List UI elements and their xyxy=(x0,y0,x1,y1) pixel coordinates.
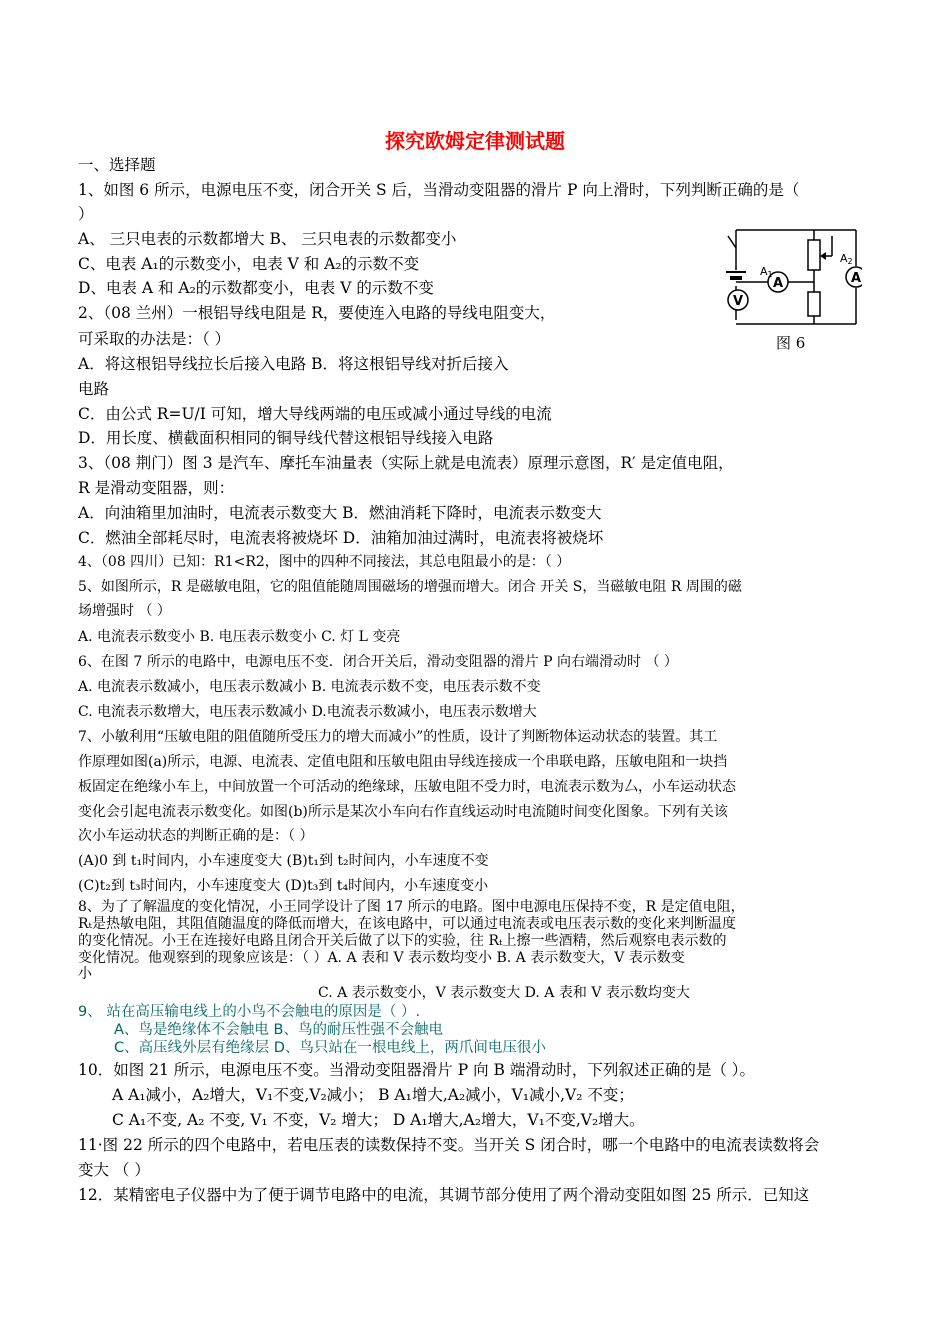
question-5-options: A. 电流表示数变小 B. 电压表示数变小 C. 灯 L 变亮 xyxy=(78,629,401,645)
question-8-stem-5: 小 xyxy=(78,966,92,982)
question-2-stem-end: 可采取的办法是：（ ） xyxy=(78,330,231,348)
label-a1: A1 xyxy=(760,265,773,279)
question-10-option-cd: C A₁不变, A₂ 不变, V₁ 不变，V₂ 增大； D A₁增大,A₂增大，V₁不变,V₂增大。 xyxy=(112,1111,645,1129)
question-4-stem: 4、（08 四川）已知：R1<R2，图中的四种不同接法，其总电阻最小的是：（ ） xyxy=(78,554,571,570)
voltmeter-letter: V xyxy=(732,294,744,309)
question-1-option-d: D、电表 A 和 A₂的示数都变小，电表 V 的示数不变 xyxy=(78,279,434,297)
question-9-stem: 9、 站在高压输电线上的小鸟不会触电的原因是（ ）. xyxy=(78,1004,421,1020)
question-3-option-ab: A．向油箱里加油时，电流表示数变大 B．燃油消耗下降时，电流表示数变大 xyxy=(78,504,602,522)
question-10-stem: 10．如图 21 所示，电源电压不变。当滑动变阻器滑片 P 向 B 端滑动时，下列叙述正确的是（ ）。 xyxy=(78,1061,756,1079)
question-2-option-c: C．由公式 R=U/I 可知，增大导线两端的电压或减小通过导线的电流 xyxy=(78,405,552,423)
question-5-stem-end: 场增强时 （ ） xyxy=(78,603,171,619)
question-7-stem-5: 次小车运动状态的判断正确的是：（ ） xyxy=(78,828,314,844)
question-9-option-cd: C、高压线外层有绝缘层 D、鸟只站在一根电线上，两爪间电压很小 xyxy=(114,1040,546,1056)
question-1-stem: 1、如图 6 所示，电源电压不变，闭合开关 S 后，当滑动变阻器的滑片 P 向上滑时，下列判断正确的是（ xyxy=(78,181,800,199)
question-1-option-c: C、电表 A₁的示数变小，电表 V 和 A₂的示数不变 xyxy=(78,255,420,273)
question-9-option-ab: A、鸟是绝缘体不会触电 B、鸟的耐压性强不会触电 xyxy=(114,1022,443,1038)
label-a2: A2 xyxy=(840,252,853,266)
question-2-option-b-end: 电路 xyxy=(78,380,110,398)
question-1-option-ab: A、 三只电表的示数都增大 B、 三只电表的示数都变小 xyxy=(78,230,457,248)
question-8-stem-2: Rₜ是热敏电阻，其阻值随温度的降低而增大，在该电路中，可以通过电流表或电压表示数的变化来判断温度 xyxy=(78,916,736,932)
question-3-stem-end: R 是滑动变阻器，则： xyxy=(78,479,235,497)
circuit-diagram-figure-6 xyxy=(722,222,862,330)
question-2-stem: 2、（08 兰州）一根铝导线电阻是 R，要使连入电路的导线电阻变大， xyxy=(78,304,556,322)
question-7-option-cd: (C)t₂到 t₃时间内，小车速度变大 (D)t₃到 t₄时间内，小车速度变小 xyxy=(78,878,489,894)
section-heading: 一、选择题 xyxy=(78,156,156,174)
question-3-stem: 3、（08 荆门）图 3 是汽车、摩托车油量表（实际上就是电流表）原理示意图，R′ 是定值电阻， xyxy=(78,454,734,472)
question-7-stem-3: 板固定在绝缘小车上，中间放置一个可活动的绝缘球，压敏电阻不受力时，电流表示数为厶，小车运动状态 xyxy=(78,779,736,795)
figure-6-caption: 图 6 xyxy=(776,334,806,352)
page-title: 探究欧姆定律测试题 xyxy=(385,129,565,153)
question-8-option-cd: C. A 表示数变小，V 表示数变大 D. A 表和 V 表示数均变大 xyxy=(318,985,690,1001)
question-3-option-cd: C．燃油全部耗尽时，电流表将被烧坏 D．油箱加油过满时，电流表将被烧坏 xyxy=(78,529,604,547)
question-7-option-ab: (A)0 到 t₁时间内，小车速度变大 (B)t₁到 t₂时间内，小车速度不变 xyxy=(78,853,489,869)
question-8-stem-3: 的变化情况。小王在连接好电路且闭合开关后做了以下的实验，往 Rₜ上擦一些酒精，然后观察电表示数的 xyxy=(78,933,727,949)
question-6-option-ab: A. 电流表示数减小，电压表示数减小 B. 电流表示数不变，电压表示数不变 xyxy=(78,679,541,695)
ammeter-a1-letter: A xyxy=(772,276,784,291)
question-2-option-ab: A．将这根铝导线拉长后接入电路 B．将这根铝导线对折后接入 xyxy=(78,355,509,373)
question-7-stem-2: 作原理如图(a)所示，电源、电流表、定值电阻和压敏电阻由导线连接成一个串联电路，压敏电阻和一块挡 xyxy=(78,754,728,770)
question-6-stem: 6、在图 7 所示的电路中，电源电压不变．闭合开关后，滑动变阻器的滑片 P 向右端滑动时 （ ） xyxy=(78,654,678,670)
ammeter-a2-letter: A xyxy=(850,271,862,286)
question-6-option-cd: C. 电流表示数增大，电压表示数减小 D.电流表示数减小，电压表示数增大 xyxy=(78,704,537,720)
question-10-option-ab: A A₁减小，A₂增大，V₁不变,V₂减小； B A₁增大,A₂减小，V₁减小,V₂ 不变； xyxy=(112,1086,634,1104)
question-8-stem: 8、为了了解温度的变化情况，小王同学设计了图 17 所示的电路。图中电源电压保持不变，R 是定值电阻， xyxy=(78,899,745,915)
question-8-stem-4: 变化情况。他观察到的现象应该是：（ ）A. A 表和 V 表示数均变小 B. A 表示数变大，V 表示数变 xyxy=(78,950,685,966)
question-1-stem-end: ） xyxy=(78,205,94,223)
question-7-stem-4: 变化会引起电流表示数变化。如图(b)所示是某次小车向右作直线运动时电流随时间变化图象。下列有关该 xyxy=(78,804,728,820)
question-12-stem: 12．某精密电子仪器中为了便于调节电路中的电流，其调节部分使用了两个滑动变阻如图 25 所示．已知这 xyxy=(78,1186,810,1204)
question-11-stem-end: 变大 （ ） xyxy=(78,1161,150,1179)
question-5-stem: 5、如图所示，R 是磁敏电阻，它的阻值能随周围磁场的增强而增大。闭合 开关 S，当磁敏电阻 R 周围的磁 xyxy=(78,579,742,595)
question-2-option-d: D．用长度、横截面积相同的铜导线代替这根铝导线接入电路 xyxy=(78,429,494,447)
question-7-stem: 7、小敏利用“压敏电阻的阻值随所受压力的增大而减小”的性质，设计了判断物体运动状态的装置。其工 xyxy=(78,729,718,745)
question-11-stem: 11·图 22 所示的四个电路中，若电压表的读数保持不变。当开关 S 闭合时，哪一个电路中的电流表读数将会 xyxy=(78,1136,820,1154)
